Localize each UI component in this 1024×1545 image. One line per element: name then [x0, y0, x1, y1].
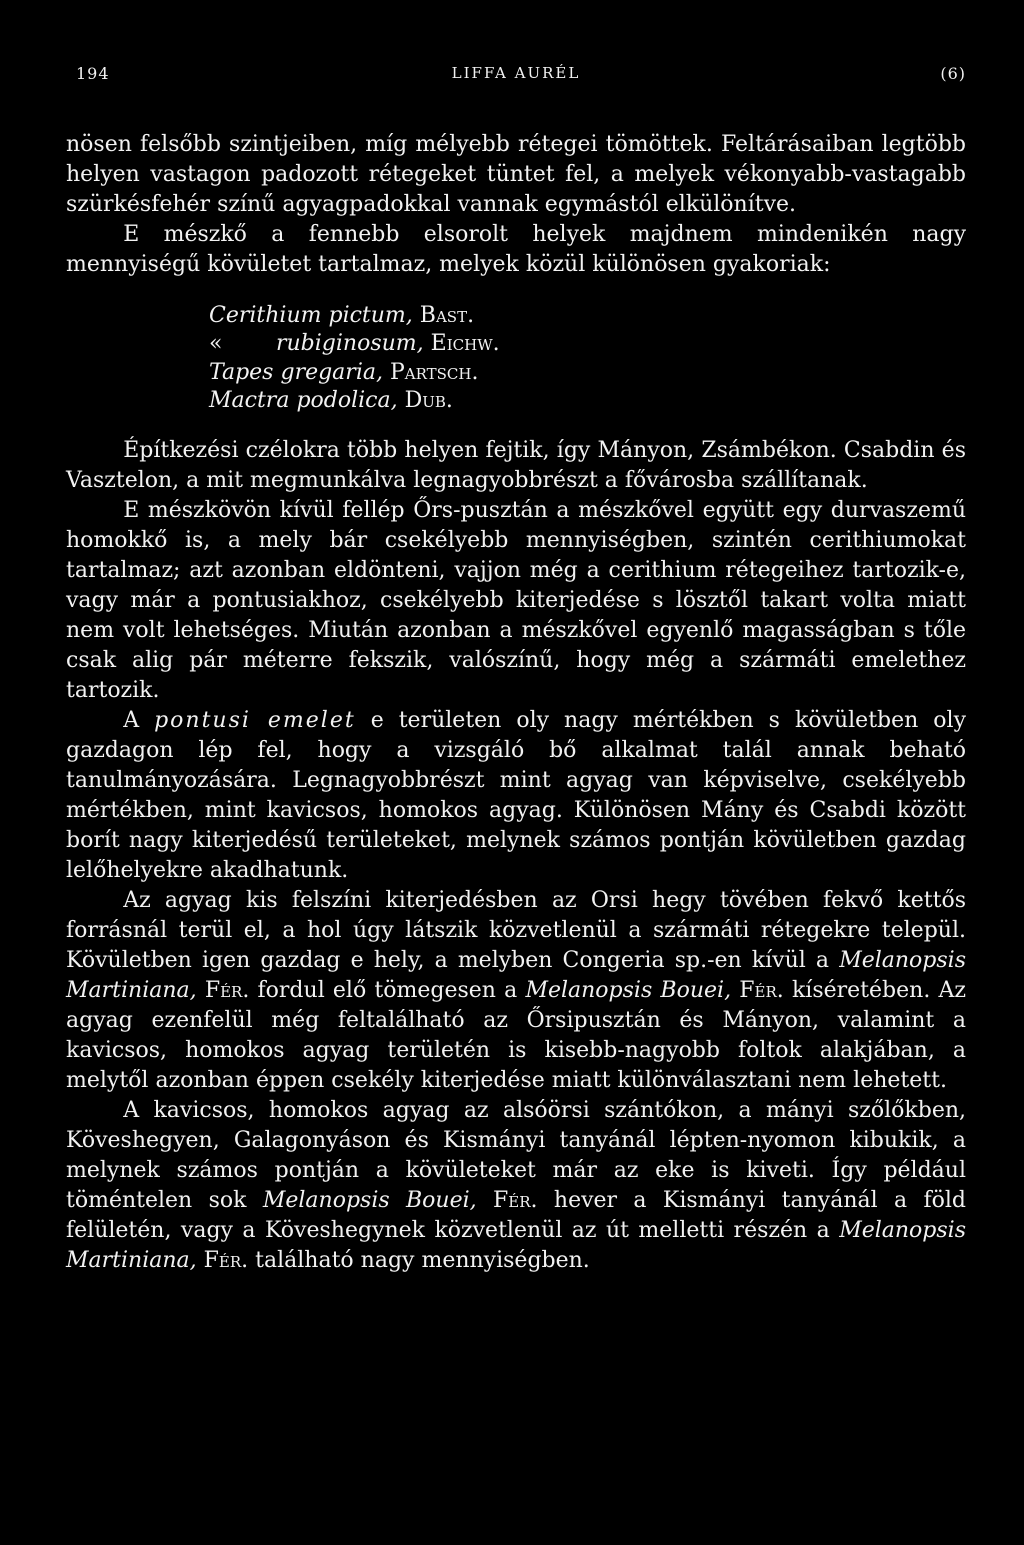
species-author: Fér. [739, 977, 784, 1003]
fossil-species: gregaria, [280, 359, 383, 385]
emphasized-term: pontusi emelet [154, 707, 356, 733]
fossil-item [209, 387, 966, 415]
fossil-species: pictum, [328, 303, 413, 328]
paragraph-text: hever a Kismányi tanyánál a föld felületén, vagy a Köveshegynek közvetlenül az út melletti részén a [66, 1187, 966, 1243]
paragraph: E mészkövön kívül fellép Őrs-pusztán a mészkővel együtt egy durvaszemű homokkő is, a mely bár csekélyebb mennyiségben, szintén cerithiumokat tartalmaz; azt azonban eldönteni, vajjon még a cerithium rétegeihez tartozik-e, vagy már a pontusiakhoz, csekélyebb kiterjedése s lösztől takart volta miatt nem volt lehetséges. Miután azonban a mészkővel egyenlő magasságban s tőle csak alig pár méterre fekszik, valószínű, hogy még a szármáti emelethez tartozik. [66, 497, 966, 703]
paragraph [66, 886, 966, 1096]
paragraph [66, 706, 966, 886]
paragraph [66, 1096, 966, 1276]
paragraph-continued: nösen felsőbb szintjeiben, míg mélyebb rétegei tömöttek. Feltárásaiban legtöbb helyen vastagon padozott rétegeket tüntet fel, a melyek vékonyabb-vastagabb szürkésfehér színű agyagpadokkal vannak egymástól elkülönítve. [66, 132, 966, 217]
fossil-item [209, 302, 966, 330]
page-number: 194 [76, 64, 110, 83]
part-number: (6) [940, 64, 966, 83]
species-name: Melanopsis Martiniana, [66, 1217, 966, 1273]
paragraph-text: található nagy mennyiségben. [255, 1247, 590, 1273]
fossil-genus: Cerithium [209, 303, 322, 328]
fossil-genus: Tapes [209, 359, 274, 385]
paragraph-text: fordul elő tömegesen a [257, 977, 518, 1003]
fossil-author: Bast. [419, 303, 475, 328]
paragraph: Építkezési czélokra több helyen fejtik, így Mányon, Zsámbékon. Csabdin és Vasztelon, a mit megmunkálva legnagyobbrészt a fővárosba szállítanak. [66, 437, 966, 493]
fossil-author: Partsch. [389, 359, 479, 385]
fossil-species: podolica, [296, 388, 398, 414]
page-header [66, 52, 966, 92]
species-author: Fér. [493, 1187, 538, 1213]
fossil-item [209, 330, 966, 358]
species-name: Melanopsis Bouei, [525, 977, 732, 1003]
paragraph-text: A kavicsos, homokos agyag az alsóörsi szántókon, a mányi szőlőkben, Köveshegyen, Galagonyáson és Kismányi tanyánál lépten-nyomon kibukik, a melynek számos pontján a kövületeket már az eke is kiveti. Így például töméntelen sok [66, 1097, 966, 1213]
paragraph-text: kíséretében. Az agyag ezenfelül még feltalálható az Őrsipusztán és Mányon, valamint a kavicsos, homokos agyag területén is kisebb-nagyobb foltok alakjában, a melytől azonban éppen csekély kiterjedése miatt különválasztani nem lehetett. [66, 977, 966, 1093]
fossil-author: Dub. [404, 388, 453, 414]
species-name: Melanopsis Martiniana, [66, 947, 966, 1003]
fossil-genus: Mactra [209, 388, 290, 414]
paragraph-text: A [123, 707, 140, 733]
fossil-species: rubiginosum, [276, 331, 424, 357]
ditto-mark: « [209, 331, 223, 357]
species-author: Fér. [203, 1247, 249, 1273]
paragraph-text: Az agyag kis felszíni kiterjedésben az Orsi hegy tövében fekvő kettős forrásnál terül el, a hol úgy látszik közvetlenül a szármáti rétegekre települ. Kövületben igen gazdag e hely, a melyben Congeria sp.-en kívül a [66, 887, 966, 973]
fossil-item [209, 359, 966, 387]
paragraph-text: e területen oly nagy mértékben s kövületben oly gazdagon lép fel, hogy a vizsgáló bő alkalmat talál annak beható tanulmányozására. Legnagyobbrészt mint agyag van képviselve, csekélyebb mértékben, mint kavicsos, homokos agyag. Különösen Mány és Csabdi között borít nagy kiterjedésű területeket, melynek számos pontján kövületben gazdag lelőhelyekre akadhatunk. [66, 707, 967, 883]
fossil-list [66, 302, 966, 416]
species-author: Fér. [204, 977, 250, 1003]
running-title: LIFFA AURÉL [451, 64, 581, 82]
fossil-author: Eichw. [430, 331, 500, 357]
paragraph: E mészkő a fennebb elsorolt helyek majdnem mindenikén nagy mennyiségű kövületet tartalmaz, melyek közül különösen gyakoriak: [66, 222, 966, 277]
species-name: Melanopsis Bouei, [262, 1187, 477, 1213]
document-body [66, 130, 966, 1276]
